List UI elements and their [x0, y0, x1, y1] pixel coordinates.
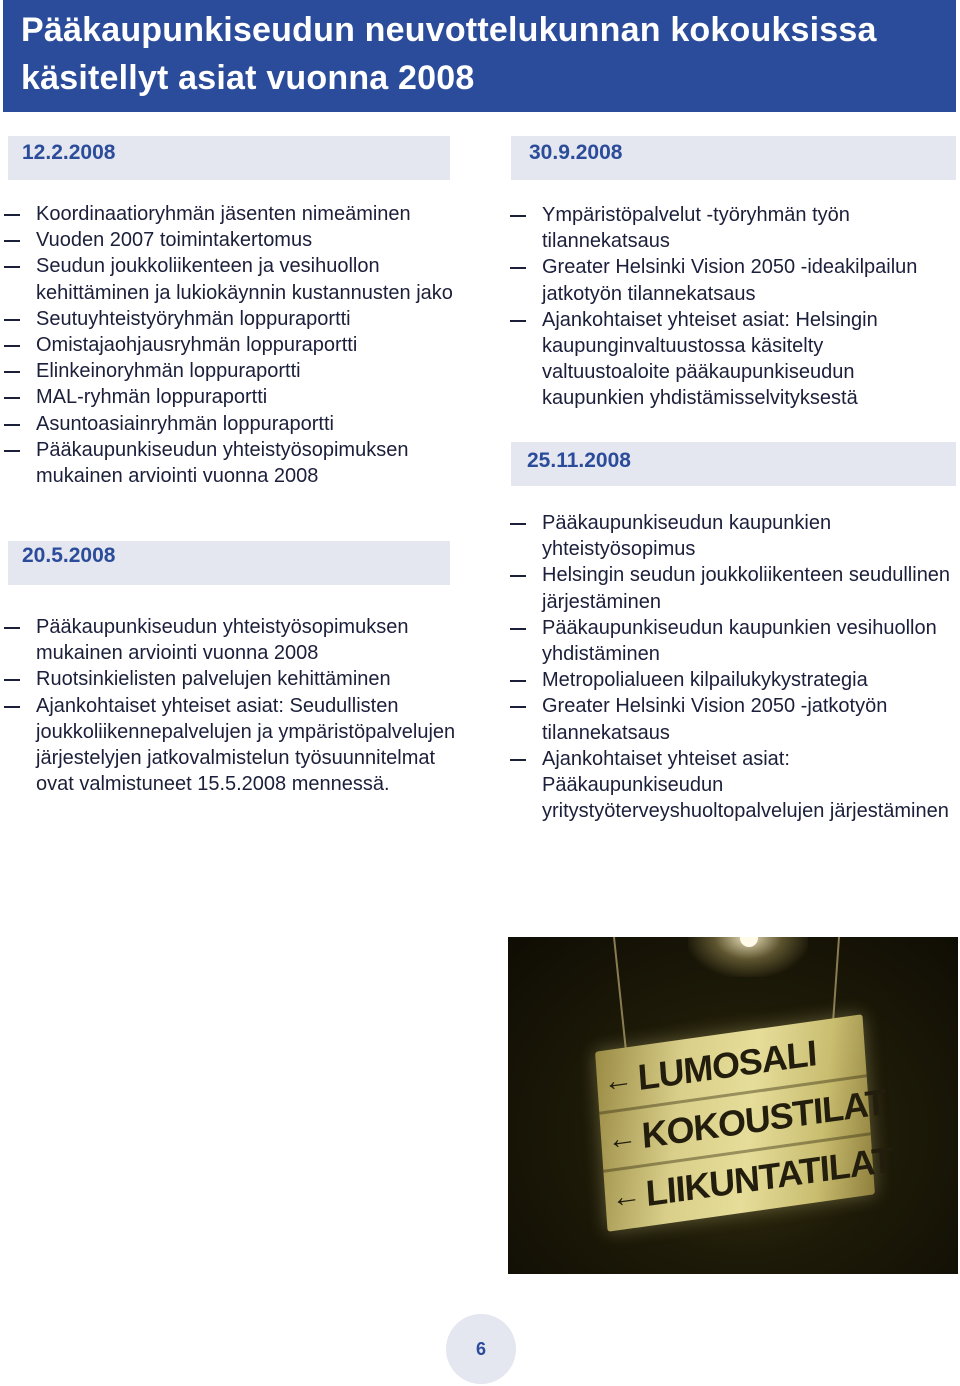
list-item: Ajankohtaiset yhteiset asiat: Seudullisten joukkoliikennepalvelujen ja ympäristöpalvelujen järjestelyjen jatkovalmistelun työsuunnitelmat ovat valmistuneet 15.5.2008 mennessä. [0, 693, 460, 798]
meeting-agenda-list [0, 614, 460, 797]
list-item: Pääkaupunkiseudun kaupunkien yhteistyösopimus [506, 510, 956, 562]
direction-sign [595, 1014, 894, 1232]
arrow-left-icon: ← [602, 1061, 634, 1099]
hanging-wire [613, 937, 628, 1056]
list-item: Greater Helsinki Vision 2050 -ideakilpailun jatkotyön tilannekatsaus [506, 254, 956, 306]
page-title [21, 6, 956, 102]
sign-row-label: LIIKUNTATILAT [644, 1138, 894, 1215]
list-item: MAL-ryhmän loppuraportti [0, 384, 460, 410]
list-item: Ruotsinkielisten palvelujen kehittäminen [0, 666, 460, 692]
list-item: Asuntoasiainryhmän loppuraportti [0, 411, 460, 437]
arrow-left-icon: ← [610, 1177, 642, 1215]
list-item: Ajankohtaiset yhteiset asiat: Pääkaupunkiseudun yritystyöterveyshuoltopalvelujen järjestäminen [506, 746, 956, 825]
meeting-date-heading: 30.9.2008 [511, 136, 956, 180]
page-title-line1: Pääkaupunkiseudun neuvottelukunnan kokouksissa [21, 11, 877, 49]
sign-photo [508, 937, 958, 1274]
list-item: Seudun joukkoliikenteen ja vesihuollon kehittäminen ja lukiokäynnin kustannusten jako [0, 253, 460, 305]
page-header [3, 0, 956, 112]
list-item: Seutuyhteistyöryhmän loppuraportti [0, 306, 460, 332]
list-item: Pääkaupunkiseudun yhteistyösopimuksen mukainen arviointi vuonna 2008 [0, 437, 460, 489]
sign-row-label: LUMOSALI [636, 1032, 818, 1099]
page-title-line2: käsitellyt asiat vuonna 2008 [21, 59, 475, 97]
list-item: Pääkaupunkiseudun yhteistyösopimuksen mukainen arviointi vuonna 2008 [0, 614, 460, 666]
arrow-left-icon: ← [606, 1119, 638, 1157]
meeting-date-heading: 25.11.2008 [511, 442, 956, 486]
sign-row-label: KOKOUSTILAT [640, 1080, 888, 1157]
meeting-date-heading: 20.5.2008 [8, 541, 450, 585]
list-item: Metropolialueen kilpailukykystrategia [506, 667, 956, 693]
meeting-agenda-list [506, 202, 956, 412]
list-item: Ajankohtaiset yhteiset asiat: Helsingin kaupunginvaltuustossa käsitelty valtuustoaloite pääkaupunkiseudun kaupunkien yhdistämisselvityksestä [506, 307, 956, 412]
meeting-agenda-list [0, 201, 460, 489]
list-item: Vuoden 2007 toimintakertomus [0, 227, 460, 253]
list-item: Omistajaohjausryhmän loppuraportti [0, 332, 460, 358]
list-item: Ympäristöpalvelut -työryhmän työn tilannekatsaus [506, 202, 956, 254]
list-item: Koordinaatioryhmän jäsenten nimeäminen [0, 201, 460, 227]
list-item: Elinkeinoryhmän loppuraportti [0, 358, 460, 384]
list-item: Greater Helsinki Vision 2050 -jatkotyön tilannekatsaus [506, 693, 956, 745]
list-item: Pääkaupunkiseudun kaupunkien vesihuollon yhdistäminen [506, 615, 956, 667]
meeting-date-heading: 12.2.2008 [8, 136, 450, 180]
meeting-agenda-list [506, 510, 956, 824]
list-item: Helsingin seudun joukkoliikenteen seudullinen järjestäminen [506, 562, 956, 614]
page-number: 6 [446, 1314, 516, 1384]
